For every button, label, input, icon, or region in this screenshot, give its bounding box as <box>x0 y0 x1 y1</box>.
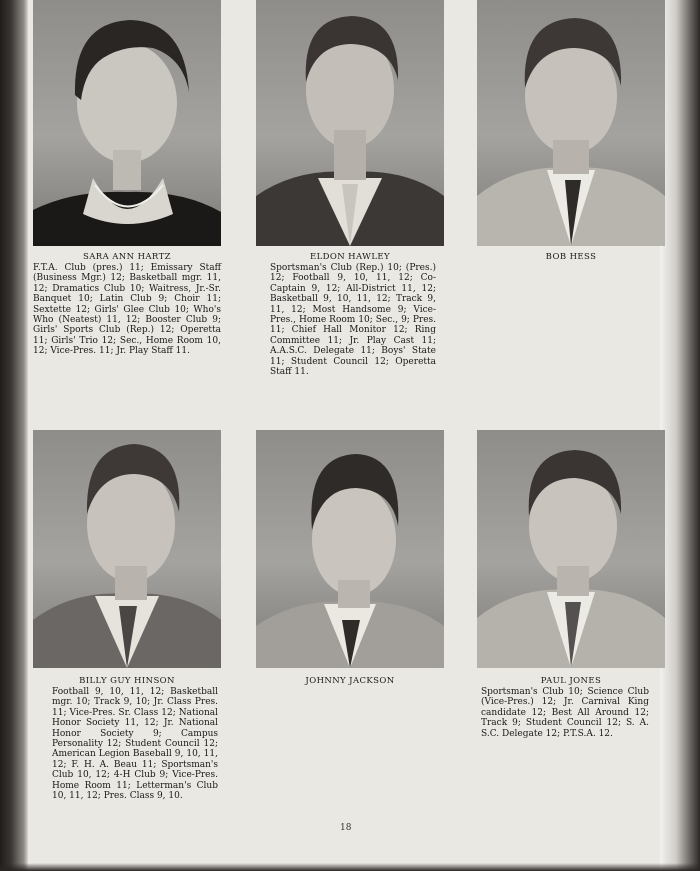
student-name: PAUL JONES <box>540 676 602 686</box>
page-edge <box>660 0 700 871</box>
student-name: JOHNNY JACKSON <box>305 676 395 686</box>
student-activities: F.T.A. Club (pres.) 11; Emissary Staff (Business Mgr.) 12; Basketball mgr. 11, 12; Dramatics Club 10; Waitress, Jr.-Sr. Banquet 10; Latin Club 9; Choir 11; Sextette 12; Girls' Glee Club 10; Who's Who (Neatest) 11, 12; Booster Club 9; Girls' Sports Club (Rep.) 12; Operetta 11; Girls' Trio 12; Sec., Home Room 10, 12; Vice-Pres. 11; Jr. Play Staff 11. <box>33 263 221 357</box>
student-name: SARA ANN HARTZ <box>83 252 171 262</box>
student-activities: Football 9, 10, 11, 12; Basketball mgr. 10; Track 9, 10; Jr. Class Pres. 11; Vice-Pres. Sr. Class 12; National Honor Society 11, 12; Jr. National Honor Society 9; Campus Personality 12; Student Council 12; American Legion Baseball 9, 10, 11, 12; F. H. A. Beau 11; Sportsman's Club 10, 12; 4-H Club 9; Vice-Pres. Home Room 11; Letterman's Club 10, 11, 12; Pres. Class 9, 10. <box>52 687 218 802</box>
portrait-photo <box>33 0 221 246</box>
student-name: BOB HESS <box>545 252 597 262</box>
portrait-photo <box>256 430 444 668</box>
portrait-photo <box>256 0 444 246</box>
page-shadow <box>0 863 700 871</box>
portrait-photo <box>477 0 665 246</box>
book-spine <box>0 0 28 871</box>
portrait-photo <box>33 430 221 668</box>
student-activities: Sportsman's Club 10; Science Club (Vice-Pres.) 12; Jr. Carnival King candidate 12; Best All Around 12; Track 9; Student Council 12; S. A. S.C. Delegate 12; P.T.S.A. 12. <box>481 687 649 739</box>
student-name: BILLY GUY HINSON <box>79 676 175 686</box>
page-number: 18 <box>340 823 352 833</box>
student-activities: Sportsman's Club (Rep.) 10; (Pres.) 12; Football 9, 10, 11, 12; Co-Captain 9, 12; All-District 11, 12; Basketball 9, 10, 11, 12; Track 9, 11, 12; Most Handsome 9; Vice-Pres., Home Room 10; Sec., 9; Pres. 11; Chief Hall Monitor 12; Ring Committee 11; Jr. Play Cast 11; A.A.S.C. Delegate 11; Boys' State 11; Student Council 12; Operetta Staff 11. <box>270 263 436 378</box>
portrait-photo <box>477 430 665 668</box>
student-name: ELDON HAWLEY <box>310 252 390 262</box>
